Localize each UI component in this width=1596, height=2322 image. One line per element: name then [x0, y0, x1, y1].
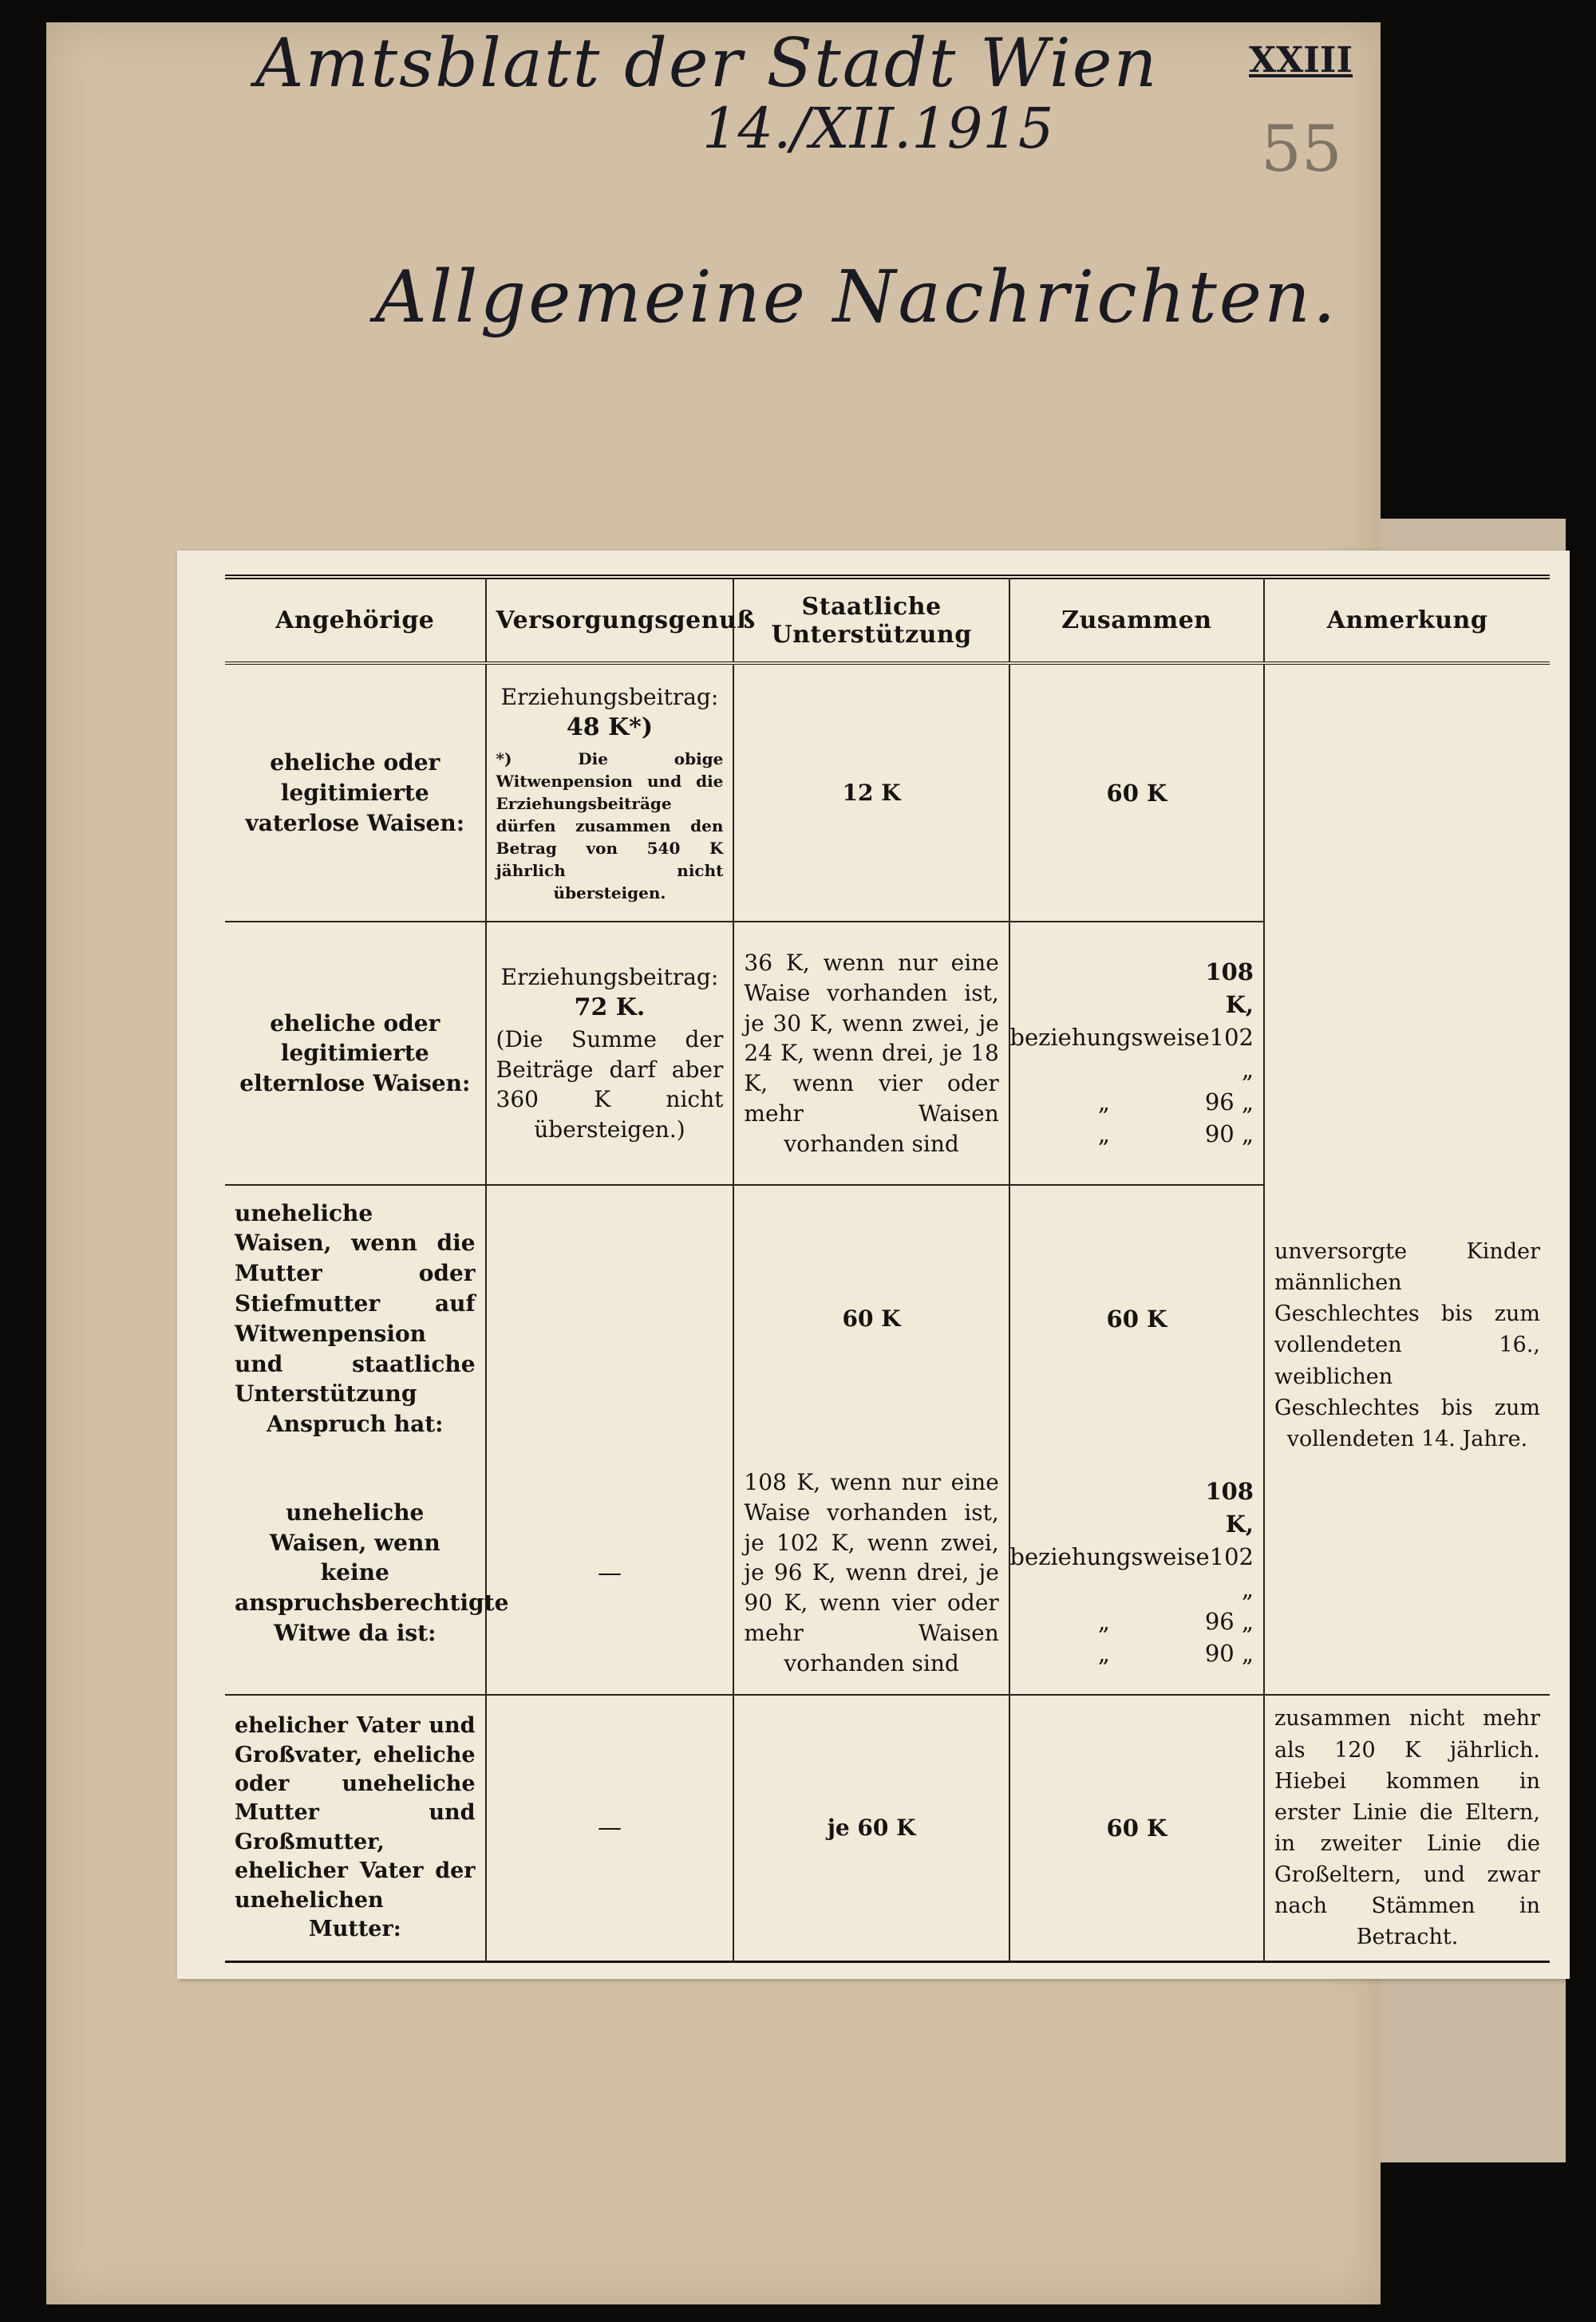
- support-cell: 60 K: [733, 1185, 1009, 1452]
- support-cell: 108 K, wenn nur eine Waise vorhanden ist, je 102 K, wenn zwei, je 96 K, wenn drei, je 90 K, wenn vier oder mehr Waisen vorhanden sind: [733, 1452, 1009, 1695]
- total-line-value: 108 K,: [1205, 958, 1254, 1019]
- handwritten-date: 14./XII.1915: [702, 96, 1054, 161]
- total-line-value: 108 K,: [1205, 1478, 1254, 1538]
- care-note: (Die Summe der Beiträge darf aber 360 K nicht übersteigen.): [496, 1025, 724, 1143]
- total-line-value: 90 „: [1204, 1120, 1254, 1148]
- support-cell: 12 K: [733, 663, 1009, 922]
- total-line: [1020, 1637, 1254, 1670]
- total-line-label: „: [1097, 1088, 1110, 1116]
- total-line-label: „: [1097, 1640, 1110, 1668]
- total-cell: 60 K: [1009, 1695, 1264, 1962]
- total-cell: [1009, 922, 1264, 1185]
- total-line: [1020, 1118, 1254, 1151]
- care-cell: [486, 922, 734, 1185]
- remark-cell: [1264, 1695, 1550, 1962]
- total-line-label: [1020, 956, 1188, 1021]
- care-cell: —: [486, 1452, 734, 1695]
- total-cell: [1009, 1452, 1264, 1695]
- header-versorgungsgenuss: Versorgungsgenuß: [486, 577, 734, 663]
- total-line: [1009, 1021, 1254, 1086]
- remark-cell-children: [1264, 663, 1550, 1695]
- total-line: [1020, 956, 1254, 1021]
- total-cell: 60 K: [1009, 1185, 1264, 1452]
- relatives-cell: ehelicher Vater und Großvater, eheliche oder uneheliche Mutter und Großmutter, ehelicher Vater der unehelichen Mutter:: [225, 1695, 486, 1962]
- support-cell: 36 K, wenn nur eine Waise vorhanden ist, je 30 K, wenn zwei, je 24 K, wenn drei, je 18 K, wenn vier oder mehr Waisen vorhanden sind: [733, 922, 1009, 1185]
- total-line: [1020, 1086, 1254, 1119]
- total-cell: 60 K: [1009, 663, 1264, 922]
- relatives-cell: uneheliche Waisen, wenn keine anspruchsberechtigte Witwe da ist:: [225, 1452, 486, 1695]
- care-label: Erziehungsbeitrag:: [500, 963, 719, 990]
- total-line-value: 102 „: [1209, 1023, 1254, 1084]
- total-line: [1020, 1475, 1254, 1540]
- care-cell: [486, 663, 734, 922]
- header-angehoerige: Angehörige: [225, 577, 486, 663]
- handwritten-title: Amtsblatt der Stadt Wien: [255, 24, 1159, 102]
- care-label: Erziehungsbeitrag:: [500, 683, 719, 710]
- total-line-value: 96 „: [1204, 1088, 1254, 1116]
- total-line-label: „: [1097, 1607, 1110, 1635]
- support-cell: je 60 K: [733, 1695, 1009, 1962]
- remark-parents: zusammen nicht mehr als 120 K jährlich. Hiebei kommen in erster Linie die Eltern, in zweiter Linie die Großeltern, und zwar nach Stämmen in Betracht.: [1274, 1706, 1540, 1950]
- relatives-cell: uneheliche Waisen, wenn die Mutter oder Stiefmutter auf Witwenpension und staatliche Unterstützung Anspruch hat:: [235, 1199, 476, 1438]
- relatives-cell: eheliche oder legitimierte vaterlose Waisen:: [225, 663, 486, 922]
- handwritten-section-heading: Allgemeine Nachrichten.: [375, 255, 1338, 339]
- care-footnote: *) Die obige Witwenpension und die Erziehungsbeiträge dürfen zusammen den Betrag von 540 K jährlich nicht übersteigen.: [496, 748, 724, 902]
- total-line-value: 90 „: [1204, 1640, 1254, 1668]
- table-row: [225, 663, 1550, 922]
- care-cell: [486, 1185, 734, 1452]
- total-line-value: 102 „: [1209, 1542, 1254, 1603]
- total-line-label: [1020, 1475, 1188, 1540]
- remark-children: unversorgte Kinder männlichen Geschlechtes bis zum vollendeten 16., weiblichen Geschlechtes bis zum vollendeten 14. Jahre.: [1274, 1238, 1540, 1451]
- care-amount: 48 K*): [566, 713, 654, 742]
- table-header-row: [225, 577, 1550, 663]
- total-line: [1009, 1541, 1254, 1605]
- relatives-cell: eheliche oder legitimierte elternlose Waisen:: [225, 922, 486, 1185]
- header-anmerkung: Anmerkung: [1264, 577, 1550, 663]
- total-line-label: „: [1097, 1120, 1110, 1148]
- header-zusammen: Zusammen: [1009, 577, 1264, 663]
- total-line: [1020, 1605, 1254, 1638]
- benefits-table: [225, 575, 1550, 1963]
- total-line-label: beziehungsweise: [1009, 1542, 1210, 1570]
- header-staatliche-unterstuetzung: Staatliche Unterstützung: [733, 577, 1009, 663]
- total-line-value: 96 „: [1204, 1607, 1254, 1635]
- volume-number: XXIII: [1249, 40, 1353, 81]
- care-amount: 72 K.: [574, 993, 646, 1022]
- care-cell: —: [486, 1695, 734, 1962]
- total-line-label: beziehungsweise: [1009, 1023, 1210, 1051]
- table-row: [225, 1695, 1550, 1962]
- page-number: 55: [1261, 112, 1342, 186]
- newspaper-clipping: [177, 551, 1570, 1979]
